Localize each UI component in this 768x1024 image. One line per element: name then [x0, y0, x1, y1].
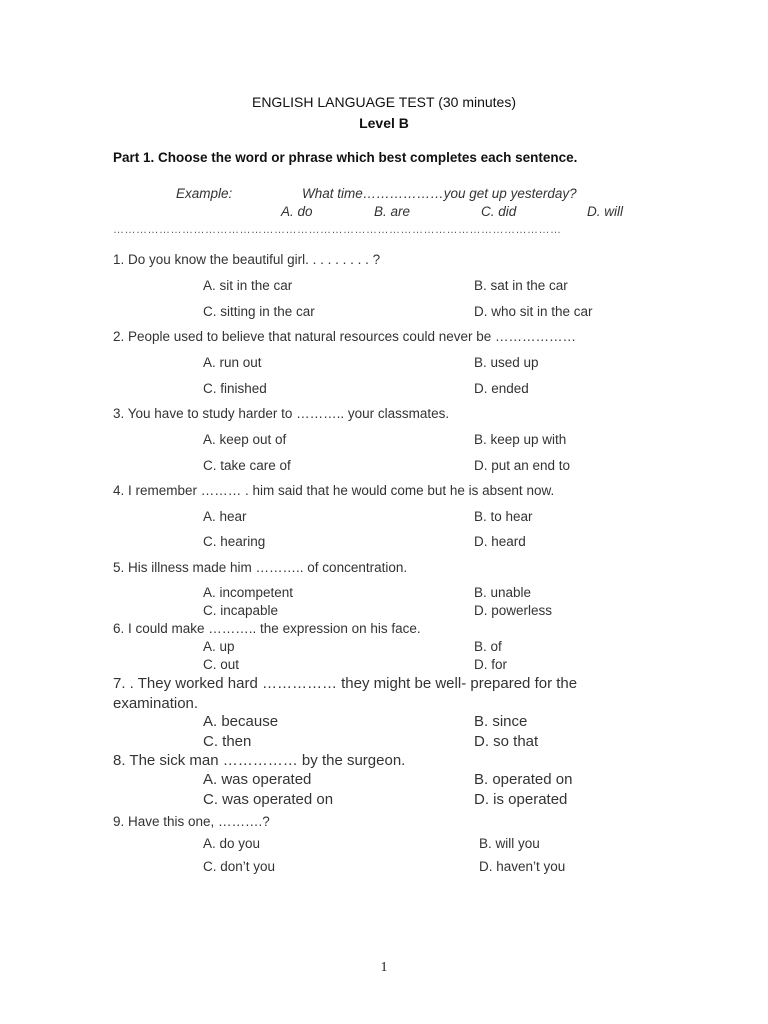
q8-option-d: D. is operated [474, 791, 568, 808]
q9-option-a: A. do you [203, 836, 261, 851]
question-1: 1. Do you know the beautiful girl. . . . . . . . . ? [113, 252, 381, 267]
q2-option-a: A. run out [203, 355, 262, 370]
q3-option-d: D. put an end to [474, 458, 571, 473]
q9-option-d: D. haven’t you [479, 859, 566, 874]
q4-option-a: A. hear [203, 509, 247, 524]
example-option-d: D. will [587, 204, 623, 219]
q5-option-d: D. powerless [474, 603, 553, 618]
example-option-c: C. did [481, 204, 517, 219]
q1-option-b: B. sat in the car [474, 278, 568, 293]
q9-option-c: C. don’t you [203, 859, 276, 874]
example-option-b: B. are [374, 204, 411, 219]
question-3: 3. You have to study harder to ……….. your classmates. [113, 406, 450, 421]
separator-dots: ……………………………………………………………………………………………………… [113, 224, 562, 236]
q4-option-b: B. to hear [474, 509, 533, 524]
q6-option-d: D. for [474, 657, 508, 672]
part1-instruction: Part 1. Choose the word or phrase which best completes each sentence. [113, 150, 578, 165]
q4-option-c: C. hearing [203, 534, 266, 549]
q5-option-c: C. incapable [203, 603, 279, 618]
question-5: 5. His illness made him ……….. of concentration. [113, 560, 408, 575]
question-6: 6. I could make ……….. the expression on his face. [113, 621, 421, 636]
q1-option-c: C. sitting in the car [203, 304, 315, 319]
example-option-a: A. do [281, 204, 313, 219]
question-4: 4. I remember ……… . him said that he would come but he is absent now. [113, 483, 555, 498]
q8-option-c: C. was operated on [203, 791, 334, 808]
question-2: 2. People used to believe that natural resources could never be ……………… [113, 329, 576, 344]
q6-option-b: B. of [474, 639, 502, 654]
q7-option-d: D. so that [474, 733, 539, 750]
q1-option-a: A. sit in the car [203, 278, 293, 293]
q3-option-c: C. take care of [203, 458, 291, 473]
q8-option-a: A. was operated [203, 771, 312, 788]
level-label: Level B [359, 115, 409, 131]
test-title: ENGLISH LANGUAGE TEST (30 minutes) [251, 94, 516, 110]
q4-option-d: D. heard [474, 534, 526, 549]
q6-option-a: A. up [203, 639, 235, 654]
q9-option-b: B. will you [479, 836, 540, 851]
q2-option-b: B. used up [474, 355, 539, 370]
q3-option-b: B. keep up with [474, 432, 567, 447]
q7-option-c: C. then [203, 733, 252, 750]
example-label: Example: [176, 186, 233, 201]
q3-option-a: A. keep out of [203, 432, 287, 447]
question-8: 8. The sick man …………… by the surgeon. [113, 752, 406, 769]
question-9: 9. Have this one, ……….? [113, 814, 270, 829]
q1-option-d: D. who sit in the car [474, 304, 593, 319]
question-7: 7. . They worked hard …………… they might be well- prepared for the examination. [113, 675, 578, 712]
q5-option-b: B. unable [474, 585, 532, 600]
q7-option-b: B. since [474, 713, 528, 730]
q8-option-b: B. operated on [474, 771, 573, 788]
q2-option-c: C. finished [203, 381, 267, 396]
q5-option-a: A. incompetent [203, 585, 294, 600]
q2-option-d: D. ended [474, 381, 529, 396]
example-sentence: What time………………you get up yesterday? [302, 186, 577, 201]
q6-option-c: C. out [203, 657, 240, 672]
q7-option-a: A. because [203, 713, 279, 730]
page-number: 1 [380, 960, 388, 975]
